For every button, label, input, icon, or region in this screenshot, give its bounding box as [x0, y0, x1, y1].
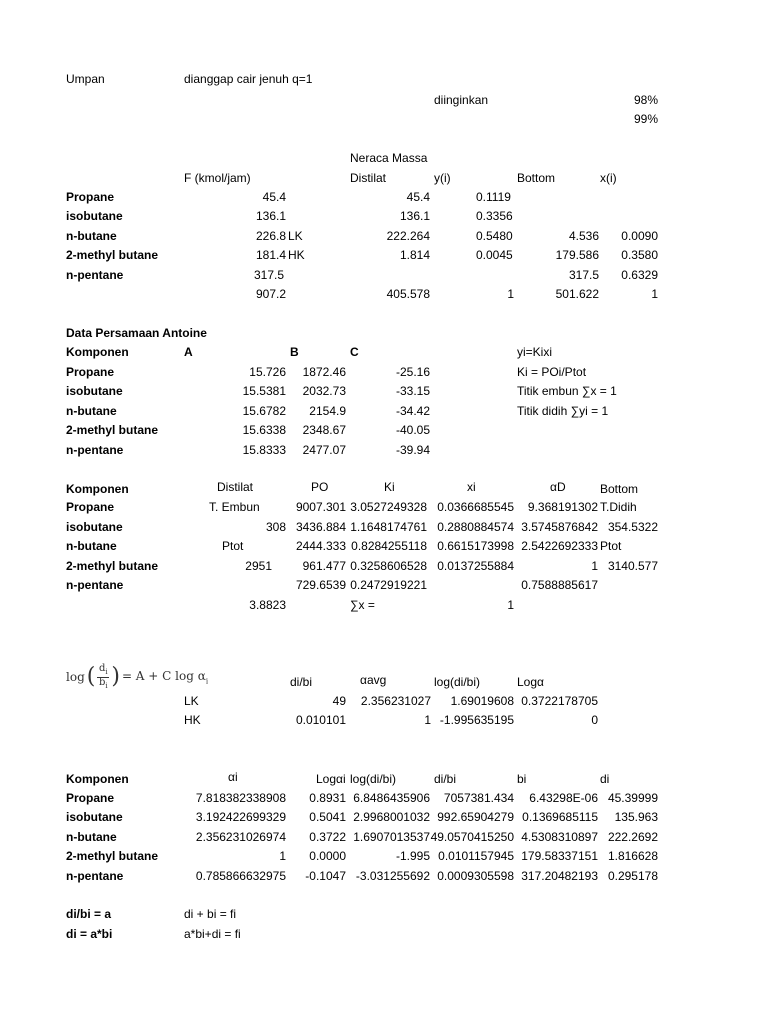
formula-b: b	[99, 676, 106, 688]
embun-ad: 2.5422692333	[521, 539, 598, 553]
dist-di: 45.39999	[607, 791, 658, 805]
kk-logdb: -1.995635195	[439, 713, 514, 727]
dist-bi: 0.1369685115	[522, 810, 598, 824]
neraca-total-f: 907.2	[255, 287, 286, 301]
umpan-label: Umpan	[66, 72, 105, 86]
neraca-bottom: 317.5	[568, 268, 599, 282]
embun-xi: 0.6615173998	[437, 539, 514, 553]
dist-logdb: 6.8486435906	[353, 791, 430, 805]
embun-col-bottom: Bottom	[600, 482, 639, 496]
embun-bottom: T.Didih	[600, 500, 637, 514]
dist-logdb: -1.995	[395, 849, 430, 863]
neraca-row-name: n-butane	[66, 229, 117, 243]
antoine-a: 15.6782	[242, 404, 286, 418]
embun-bottom: 3140.577	[607, 559, 658, 573]
antoine-note: Ki = POi/Ptot	[517, 365, 587, 379]
antoine-b: 2032.73	[302, 384, 346, 398]
embun-row-name: n-butane	[66, 539, 117, 553]
dist-dibi: 0.0101157945	[438, 849, 514, 863]
embun-row-name: Propane	[66, 500, 115, 514]
dist-col-ai: αi	[228, 770, 238, 784]
formula-open-paren: (	[86, 664, 96, 689]
kk-col-logdb: log(di/bi)	[434, 675, 481, 689]
embun-ad: 1	[591, 559, 598, 573]
embun-distilat: Ptot	[222, 539, 244, 553]
embun-ad: 9.368191302	[527, 500, 598, 514]
neraca-distilat: 45.4	[406, 190, 430, 204]
dist-col-dibi: di/bi	[434, 772, 457, 786]
dist-bi: 4.5308310897	[521, 830, 598, 844]
dist-ai: 3.192422699329	[195, 810, 286, 824]
antoine-b: 2154.9	[309, 404, 346, 418]
dist-bi: 6.43298E-06	[529, 791, 598, 805]
dist-dibi: 992.65904279	[437, 810, 514, 824]
neraca-row-name: 2-methyl butane	[66, 248, 159, 262]
dist-logai: 0.5041	[309, 810, 346, 824]
dist-col-bi: bi	[517, 772, 527, 786]
embun-bottom: 354.5322	[607, 520, 658, 534]
embun-col-ki: Ki	[384, 480, 395, 494]
kk-col-loga: Logα	[517, 675, 544, 689]
col-header-xi: x(i)	[600, 171, 617, 185]
neraca-f: 226.8	[255, 229, 286, 243]
antoine-c: -39.94	[395, 443, 430, 457]
embun-po: 2444.333	[295, 539, 346, 553]
antoine-col-a: A	[184, 345, 193, 359]
dist-dibi: 7057381.434	[443, 791, 514, 805]
embun-row-name: isobutane	[66, 520, 123, 534]
embun-ki: 3.0527249328	[350, 500, 427, 514]
neraca-f: 136.1	[255, 209, 286, 223]
neraca-total-yi: 1	[507, 287, 514, 301]
antoine-c: -25.16	[395, 365, 430, 379]
embun-sum-value: 1	[507, 598, 514, 612]
neraca-key-tag: LK	[288, 229, 303, 243]
antoine-a: 15.8333	[242, 443, 286, 457]
embun-xi: 0.0137255884	[437, 559, 514, 573]
embun-po: 3436.884	[295, 520, 346, 534]
dist-di: 135.963	[614, 810, 658, 824]
antoine-col-c: C	[350, 345, 359, 359]
formula-close-paren: )	[111, 664, 120, 689]
dist-logdb: -3.031255692	[355, 869, 430, 883]
embun-xi: 0.2880884574	[437, 520, 514, 534]
dist-row-name: isobutane	[66, 810, 123, 824]
dist-col-di: di	[600, 772, 610, 786]
umpan-note: dianggap cair jenuh q=1	[184, 72, 313, 86]
embun-xi: 0.0366685545	[437, 500, 514, 514]
col-header-bottom: Bottom	[517, 171, 556, 185]
formula-sub: i	[205, 677, 209, 686]
kk-aavg: 1	[424, 713, 431, 727]
embun-bottom: Ptot	[600, 539, 622, 553]
kk-logdb: 1.69019608	[450, 694, 514, 708]
equation-left-2: di = a*bi	[66, 927, 113, 941]
embun-ki: 0.3258606528	[350, 559, 427, 573]
neraca-yi: 0.0045	[476, 248, 513, 262]
formula-fraction	[97, 664, 109, 691]
embun-ki: 0.2472919221	[350, 578, 427, 592]
neraca-f: 317.5	[254, 268, 285, 282]
neraca-f: 181.4	[255, 248, 286, 262]
dist-ai: 2.356231026974	[195, 830, 286, 844]
dist-row-name: n-butane	[66, 830, 117, 844]
neraca-f: 45.4	[262, 190, 286, 204]
antoine-c: -33.15	[395, 384, 430, 398]
embun-ki: 1.1648174761	[350, 520, 427, 534]
antoine-col-b: B	[290, 345, 299, 359]
neraca-bottom: 179.586	[555, 248, 599, 262]
neraca-yi: 0.1119	[476, 190, 511, 204]
neraca-yi: 0.5480	[476, 229, 513, 243]
formula-sub: i	[105, 667, 108, 676]
neraca-total-distilat: 405.578	[386, 287, 430, 301]
dist-di: 0.295178	[607, 869, 658, 883]
dist-di: 222.2692	[607, 830, 658, 844]
antoine-a: 15.6338	[242, 423, 286, 437]
neraca-massa-title: Neraca Massa	[350, 151, 428, 165]
kk-row-name: LK	[184, 694, 199, 708]
embun-row-name: n-pentane	[66, 578, 124, 592]
embun-po: 961.477	[302, 559, 346, 573]
embun-distilat: T. Embun	[209, 500, 260, 514]
formula-numerator	[99, 664, 108, 677]
neraca-yi: 0.3356	[476, 209, 513, 223]
antoine-note: Titik embun ∑x = 1	[517, 384, 617, 398]
neraca-xi: 0.3580	[621, 248, 658, 262]
antoine-row-name: n-butane	[66, 404, 117, 418]
equation-right-2: a*bi+di = fi	[184, 927, 241, 941]
dist-col-komponen: Komponen	[66, 772, 129, 786]
embun-footer-value: 3.8823	[249, 598, 286, 612]
percent-99: 99%	[633, 112, 658, 126]
fenske-formula	[66, 662, 226, 692]
neraca-total-bottom: 501.622	[555, 287, 599, 301]
kk-row-name: HK	[184, 713, 201, 727]
kk-aavg: 2.356231027	[360, 694, 431, 708]
antoine-c: -34.42	[395, 404, 430, 418]
equation-left-1: di/bi = a	[66, 907, 112, 921]
dist-dibi: 49.0570415250	[430, 830, 514, 844]
dist-row-name: n-pentane	[66, 869, 124, 883]
antoine-row-name: n-pentane	[66, 443, 124, 457]
embun-col-po: PO	[311, 480, 329, 494]
embun-sum-label: ∑x =	[350, 598, 375, 612]
antoine-b: 2348.67	[302, 423, 346, 437]
embun-po: 729.6539	[295, 578, 346, 592]
dist-logai: -0.1047	[305, 869, 346, 883]
dist-col-logai: Logαi	[316, 772, 346, 786]
antoine-row-name: isobutane	[66, 384, 123, 398]
neraca-xi: 0.0090	[621, 229, 658, 243]
embun-col-xi: xi	[467, 480, 476, 494]
dist-logai: 0.3722	[309, 830, 346, 844]
kk-dibi: 49	[332, 694, 346, 708]
dist-di: 1.816628	[607, 849, 658, 863]
percent-98: 98%	[633, 93, 658, 107]
neraca-row-name: isobutane	[66, 209, 123, 223]
formula-denominator	[99, 678, 108, 691]
embun-col-komponen: Komponen	[66, 482, 129, 496]
dist-logdb: 1.6907013537	[353, 830, 430, 844]
embun-col-ad: αD	[550, 480, 566, 494]
antoine-note: Titik didih ∑yi = 1	[517, 404, 609, 418]
dist-bi: 317.20482193	[521, 869, 598, 883]
antoine-note: yi=Kixi	[517, 345, 553, 359]
formula-rest: = A + C log α	[121, 668, 206, 683]
antoine-a: 15.726	[249, 365, 286, 379]
embun-distilat: 2951	[245, 559, 272, 573]
kk-col-aavg: αavg	[360, 673, 387, 687]
formula-d: d	[99, 662, 106, 674]
antoine-b: 2477.07	[302, 443, 346, 457]
dist-logdb: 2.9968001032	[353, 810, 430, 824]
dist-bi: 179.58337151	[521, 849, 598, 863]
dist-row-name: Propane	[66, 791, 115, 805]
embun-distilat: 308	[265, 520, 286, 534]
embun-ad: 3.5745876842	[521, 520, 598, 534]
col-header-yi: y(i)	[434, 171, 451, 185]
antoine-row-name: 2-methyl butane	[66, 423, 159, 437]
col-header-distilat: Distilat	[350, 171, 387, 185]
neraca-row-name: n-pentane	[66, 268, 124, 282]
formula-log: log	[66, 670, 85, 684]
kk-col-dibi: di/bi	[290, 675, 313, 689]
embun-ad: 0.7588885617	[521, 578, 598, 592]
neraca-bottom: 4.536	[568, 229, 599, 243]
antoine-b: 1872.46	[302, 365, 346, 379]
antoine-a: 15.5381	[242, 384, 286, 398]
neraca-xi: 0.6329	[621, 268, 658, 282]
antoine-col-komponen: Komponen	[66, 345, 129, 359]
formula-sub: i	[105, 681, 108, 690]
embun-po: 9007.301	[295, 500, 346, 514]
embun-ki: 0.8284255118	[351, 539, 427, 553]
dist-ai: 7.818382338908	[195, 791, 286, 805]
dist-ai: 0.785866632975	[195, 869, 286, 883]
dist-ai: 1	[279, 849, 286, 863]
antoine-c: -40.05	[395, 423, 430, 437]
dist-logai: 0.8931	[309, 791, 346, 805]
dist-row-name: 2-methyl butane	[66, 849, 159, 863]
neraca-distilat: 222.264	[386, 229, 430, 243]
diinginkan-label: diinginkan	[434, 93, 489, 107]
equation-right-1: di + bi = fi	[184, 907, 237, 921]
antoine-title: Data Persamaan Antoine	[66, 326, 207, 340]
embun-row-name: 2-methyl butane	[66, 559, 159, 573]
neraca-total-xi: 1	[651, 287, 658, 301]
dist-dibi: 0.0009305598	[437, 869, 514, 883]
neraca-row-name: Propane	[66, 190, 115, 204]
dist-col-logdb: log(di/bi)	[350, 772, 397, 786]
neraca-distilat: 1.814	[399, 248, 430, 262]
neraca-distilat: 136.1	[399, 209, 430, 223]
dist-logai: 0.0000	[309, 849, 346, 863]
kk-loga: 0	[591, 713, 598, 727]
embun-col-distilat: Distilat	[217, 480, 254, 494]
neraca-key-tag: HK	[288, 248, 305, 262]
kk-loga: 0.3722178705	[521, 694, 598, 708]
antoine-row-name: Propane	[66, 365, 115, 379]
col-header-f: F (kmol/jam)	[184, 171, 251, 185]
formula-rhs	[122, 669, 208, 685]
kk-dibi: 0.010101	[295, 713, 346, 727]
